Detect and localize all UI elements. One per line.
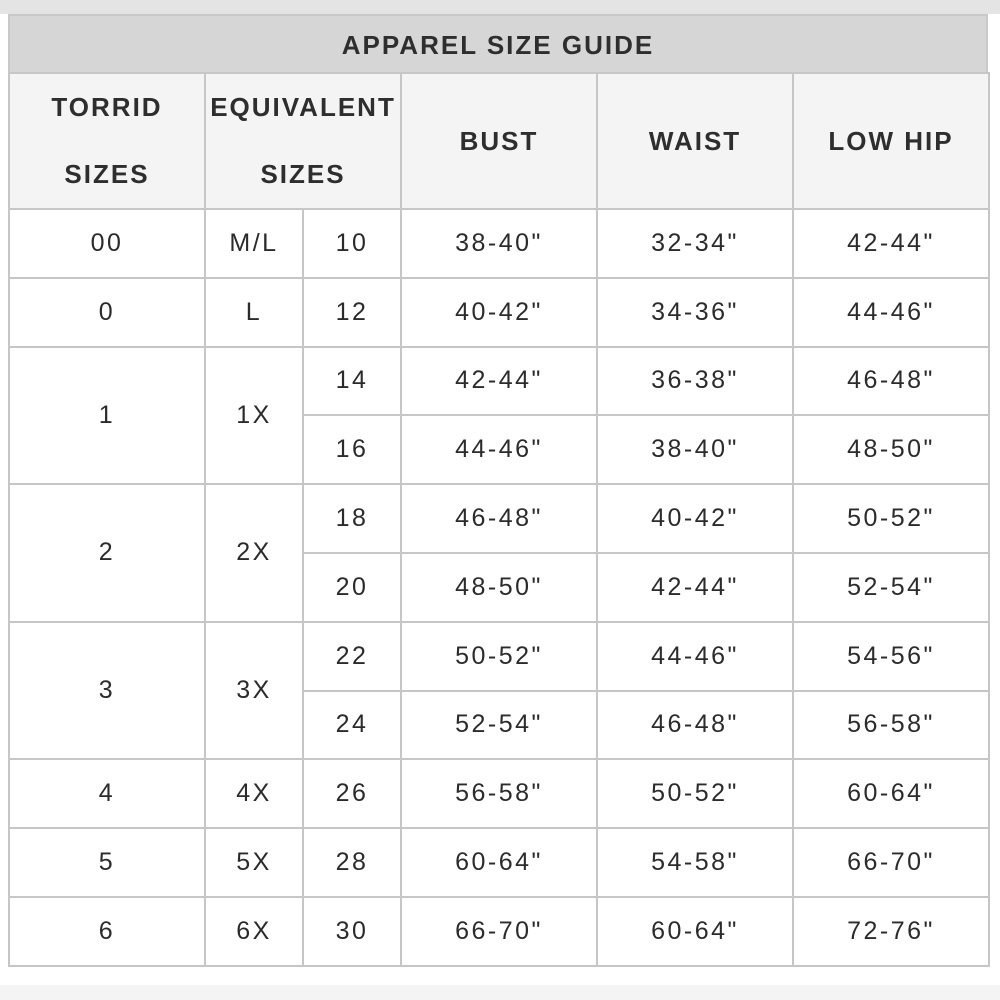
numeric-size-cell: 24 — [303, 691, 401, 760]
size-guide — [8, 14, 988, 967]
page-title: APPAREL SIZE GUIDE — [8, 14, 988, 72]
letter-size-cell: 1X — [205, 347, 303, 485]
numeric-size-cell: 10 — [303, 209, 401, 278]
bust-cell: 60-64" — [401, 828, 597, 897]
header-equivalent-sizes — [205, 73, 401, 209]
header-equiv-line2: SIZES — [260, 159, 346, 189]
numeric-size-cell: 22 — [303, 622, 401, 691]
header-torrid-line2: SIZES — [64, 159, 150, 189]
bust-cell: 56-58" — [401, 759, 597, 828]
low-hip-cell: 54-56" — [793, 622, 989, 691]
waist-cell: 34-36" — [597, 278, 793, 347]
waist-cell: 38-40" — [597, 415, 793, 484]
waist-cell: 50-52" — [597, 759, 793, 828]
low-hip-cell: 72-76" — [793, 897, 989, 966]
table-row — [9, 828, 989, 897]
numeric-size-cell: 28 — [303, 828, 401, 897]
waist-cell: 60-64" — [597, 897, 793, 966]
bust-cell: 38-40" — [401, 209, 597, 278]
waist-cell: 42-44" — [597, 553, 793, 622]
header-torrid-line1: TORRID — [51, 92, 163, 122]
letter-size-cell: M/L — [205, 209, 303, 278]
size-table — [8, 72, 990, 967]
numeric-size-cell: 30 — [303, 897, 401, 966]
torrid-size-cell: 6 — [9, 897, 205, 966]
letter-size-cell: 6X — [205, 897, 303, 966]
low-hip-cell: 56-58" — [793, 691, 989, 760]
bust-cell: 50-52" — [401, 622, 597, 691]
header-bust: BUST — [401, 73, 597, 209]
torrid-size-cell: 0 — [9, 278, 205, 347]
table-row — [9, 897, 989, 966]
top-band — [0, 0, 1000, 14]
bottom-band — [0, 985, 1000, 1000]
low-hip-cell: 50-52" — [793, 484, 989, 553]
bust-cell: 42-44" — [401, 347, 597, 416]
size-table-body — [9, 209, 989, 966]
bust-cell: 52-54" — [401, 691, 597, 760]
waist-cell: 32-34" — [597, 209, 793, 278]
header-torrid-sizes — [9, 73, 205, 209]
low-hip-cell: 42-44" — [793, 209, 989, 278]
torrid-size-cell: 1 — [9, 347, 205, 485]
waist-cell: 40-42" — [597, 484, 793, 553]
waist-cell: 36-38" — [597, 347, 793, 416]
numeric-size-cell: 16 — [303, 415, 401, 484]
bust-cell: 40-42" — [401, 278, 597, 347]
waist-cell: 46-48" — [597, 691, 793, 760]
numeric-size-cell: 14 — [303, 347, 401, 416]
low-hip-cell: 46-48" — [793, 347, 989, 416]
letter-size-cell: 5X — [205, 828, 303, 897]
header-row — [9, 73, 989, 209]
numeric-size-cell: 20 — [303, 553, 401, 622]
bust-cell: 48-50" — [401, 553, 597, 622]
waist-cell: 54-58" — [597, 828, 793, 897]
letter-size-cell: 3X — [205, 622, 303, 760]
numeric-size-cell: 18 — [303, 484, 401, 553]
numeric-size-cell: 12 — [303, 278, 401, 347]
torrid-size-cell: 2 — [9, 484, 205, 622]
header-equiv-line1: EQUIVALENT — [210, 92, 396, 122]
low-hip-cell: 48-50" — [793, 415, 989, 484]
torrid-size-cell: 00 — [9, 209, 205, 278]
low-hip-cell: 60-64" — [793, 759, 989, 828]
letter-size-cell: 4X — [205, 759, 303, 828]
bust-cell: 66-70" — [401, 897, 597, 966]
torrid-size-cell: 4 — [9, 759, 205, 828]
low-hip-cell: 44-46" — [793, 278, 989, 347]
torrid-size-cell: 3 — [9, 622, 205, 760]
torrid-size-cell: 5 — [9, 828, 205, 897]
header-waist: WAIST — [597, 73, 793, 209]
waist-cell: 44-46" — [597, 622, 793, 691]
letter-size-cell: L — [205, 278, 303, 347]
numeric-size-cell: 26 — [303, 759, 401, 828]
table-row — [9, 484, 989, 553]
bust-cell: 46-48" — [401, 484, 597, 553]
letter-size-cell: 2X — [205, 484, 303, 622]
table-row — [9, 278, 989, 347]
table-row — [9, 209, 989, 278]
table-row — [9, 347, 989, 416]
header-low-hip: LOW HIP — [793, 73, 989, 209]
table-row — [9, 759, 989, 828]
low-hip-cell: 52-54" — [793, 553, 989, 622]
bust-cell: 44-46" — [401, 415, 597, 484]
table-row — [9, 622, 989, 691]
low-hip-cell: 66-70" — [793, 828, 989, 897]
